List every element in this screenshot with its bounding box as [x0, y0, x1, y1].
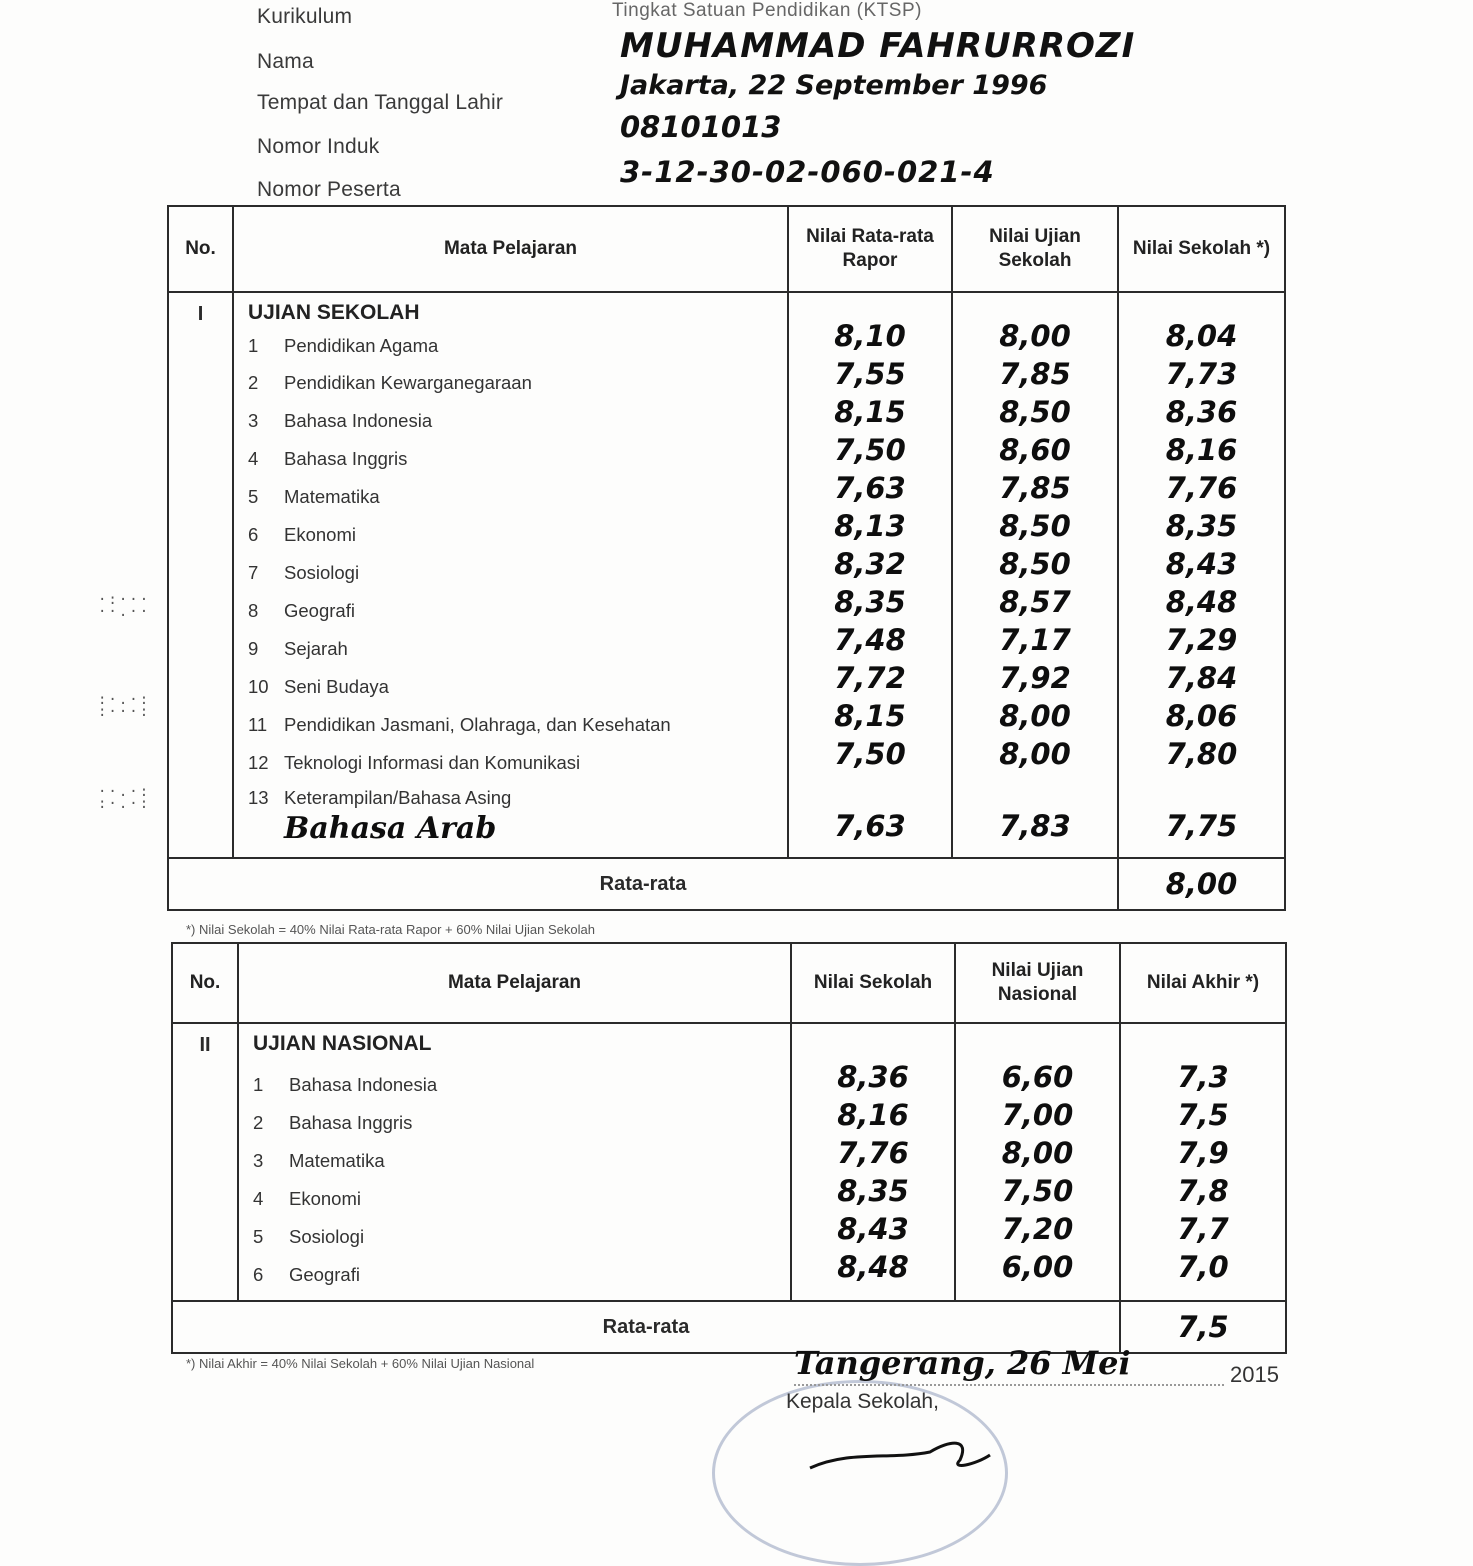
report-avg-score: 8,15: [834, 395, 906, 429]
school-exam-score: 7,85: [999, 471, 1071, 505]
final-score: 7,5: [1177, 1098, 1229, 1132]
school-score: 7,80: [1165, 737, 1238, 771]
name-value: MUHAMMAD FAHRURROZI: [620, 26, 1136, 66]
subject-name: Pendidikan Jasmani, Olahraga, dan Kesehatan: [284, 714, 671, 735]
final-score-column: [1120, 1023, 1286, 1301]
school-score: 8,36: [1165, 395, 1238, 429]
subject-name: Keterampilan/Bahasa Asing: [284, 787, 512, 808]
school-score: 7,29: [1165, 623, 1238, 657]
subject-number: 1: [248, 334, 259, 356]
principal-title: Kepala Sekolah,: [786, 1390, 939, 1413]
subject-row: [234, 364, 787, 402]
subject-number: 3: [253, 1150, 264, 1171]
subject-row: [239, 1256, 790, 1294]
national-exam-score: 8,00: [1001, 1136, 1074, 1170]
subject-row: [234, 782, 787, 814]
subject-name: Bahasa Indonesia: [289, 1074, 438, 1095]
school-exam-score: 8,00: [999, 737, 1071, 771]
school-exam-score: 7,85: [999, 357, 1071, 391]
school-score: 8,06: [1165, 699, 1238, 733]
subject-number: 4: [248, 448, 259, 469]
final-score: 7,7: [1177, 1212, 1229, 1246]
school-exam-table: [167, 205, 1286, 911]
subject-name: Matematika: [289, 1150, 385, 1171]
subject-name: Teknologi Informasi dan Komunikasi: [284, 752, 581, 773]
col-header-subject: Mata Pelajaran: [233, 206, 788, 292]
subject-name: Bahasa Indonesia: [284, 410, 433, 431]
margin-dot-marks: :·.·: :···:: [98, 692, 151, 720]
school-score: 8,48: [837, 1250, 909, 1284]
final-score: 7,3: [1177, 1060, 1229, 1094]
peserta-label: Nomor Peserta: [257, 178, 401, 201]
national-exam-score: 6,00: [1001, 1250, 1074, 1284]
subject-name: Geografi: [289, 1264, 360, 1285]
col-header-no: No.: [172, 943, 238, 1023]
induk-value: 08101013: [620, 110, 782, 144]
report-avg-score: 8,32: [834, 547, 906, 581]
margin-dot-marks: ·:··· ··.··: [98, 592, 151, 620]
subject-number: 7: [248, 562, 259, 583]
subject-name: Ekonomi: [284, 524, 356, 545]
average-label: Rata-rata: [168, 858, 1118, 910]
subject-row: [234, 668, 787, 706]
subject-name: Geografi: [284, 600, 355, 621]
col-header-report-avg: Nilai Rata-rata Rapor: [788, 206, 952, 292]
national-exam-column: [955, 1023, 1120, 1301]
report-avg-score: 7,63: [834, 471, 906, 505]
col-header-subject: Mata Pelajaran: [238, 943, 791, 1023]
section-title: UJIAN NASIONAL: [253, 1032, 432, 1055]
school-exam-score: 7,83: [999, 809, 1071, 843]
subject-number: 5: [248, 486, 259, 507]
report-avg-score: 8,15: [834, 699, 906, 733]
national-exam-score: 7,20: [1001, 1212, 1074, 1246]
col-header-no: No.: [168, 206, 233, 292]
school-exam-score: 8,00: [999, 319, 1071, 353]
subject-name: Sejarah: [284, 638, 348, 659]
school-score: 8,16: [1165, 433, 1238, 467]
report-avg-score: 8,13: [834, 509, 906, 543]
subject-name: Matematika: [284, 486, 380, 507]
subject-name: Pendidikan Kewarganegaraan: [284, 372, 532, 393]
report-avg-score: 7,72: [834, 661, 906, 695]
section-number: I: [168, 292, 233, 858]
school-score: 8,48: [1165, 585, 1238, 619]
average-label: Rata-rata: [172, 1301, 1120, 1353]
subject-row: [234, 440, 787, 478]
school-score: 8,36: [837, 1060, 909, 1094]
school-exam-score: 8,00: [999, 699, 1071, 733]
footnote-final-score: *) Nilai Akhir = 40% Nilai Sekolah + 60% Nilai Ujian Nasional: [186, 1356, 535, 1371]
subject-number: 6: [253, 1264, 264, 1285]
curriculum-label: Kurikulum: [257, 5, 353, 28]
report-avg-score: 7,50: [834, 433, 906, 467]
signature-scribble: [800, 1430, 1000, 1473]
school-exam-score: 8,50: [999, 547, 1071, 581]
school-score: 8,43: [1165, 547, 1238, 581]
school-score: 7,84: [1165, 661, 1238, 695]
school-score: 7,75: [1165, 809, 1238, 843]
subject-row: [234, 402, 787, 440]
national-exam-score: 7,50: [1001, 1174, 1074, 1208]
school-score: 7,73: [1165, 357, 1238, 391]
school-exam-score: 8,60: [999, 433, 1071, 467]
school-score-column: [791, 1023, 955, 1301]
col-header-school-exam: Nilai Ujian Sekolah: [952, 206, 1118, 292]
subject-number: 13: [248, 787, 269, 808]
subject-row: [234, 554, 787, 592]
subject-row: [234, 630, 787, 668]
report-avg-score: 8,10: [834, 319, 906, 353]
footnote-school-score: *) Nilai Sekolah = 40% Nilai Rata-rata Rapor + 60% Nilai Ujian Sekolah: [186, 922, 595, 937]
school-score: 8,35: [1165, 509, 1238, 543]
report-avg-score: 7,50: [834, 737, 906, 771]
subject-name: Seni Budaya: [284, 676, 389, 697]
subject-rows: [234, 327, 787, 850]
subject-row: [234, 706, 787, 744]
birth-label: Tempat dan Tanggal Lahir: [257, 91, 504, 114]
national-exam-table: [171, 942, 1287, 1354]
school-exam-score: 8,50: [999, 509, 1071, 543]
subject-row: [239, 1142, 790, 1180]
subject-row: [239, 1066, 790, 1104]
subject-number: 9: [248, 638, 259, 659]
subject-number: 5: [253, 1226, 264, 1247]
school-score: 8,35: [837, 1174, 909, 1208]
school-exam-score: 8,50: [999, 395, 1071, 429]
school-exam-score: 8,57: [999, 585, 1071, 619]
subject-number: 2: [253, 1112, 264, 1133]
curriculum-value: Tingkat Satuan Pendidikan (KTSP): [612, 0, 922, 21]
birth-value: Jakarta, 22 September 1996: [620, 70, 1048, 101]
col-header-school-score: Nilai Sekolah: [791, 943, 955, 1023]
subject-number: 12: [248, 752, 269, 773]
report-avg-column: [788, 292, 952, 858]
peserta-value: 3-12-30-02-060-021-4: [620, 155, 995, 189]
school-exam-column: [952, 292, 1118, 858]
final-score: 7,0: [1177, 1250, 1229, 1284]
section-title: UJIAN SEKOLAH: [248, 301, 420, 324]
subject-row: [234, 744, 787, 782]
name-label: Nama: [257, 50, 314, 73]
subject-number: 3: [248, 410, 259, 431]
place-date: Tangerang, 26 Mei: [794, 1344, 1224, 1386]
subject-row: [239, 1218, 790, 1256]
foreign-language-handwritten: Bahasa Arab: [284, 811, 497, 846]
final-score: 7,9: [1177, 1136, 1229, 1170]
subject-row: [239, 1180, 790, 1218]
subject-name: Bahasa Inggris: [284, 448, 408, 469]
average-score: 7,5: [1120, 1301, 1286, 1353]
col-header-national-exam: Nilai Ujian Nasional: [955, 943, 1120, 1023]
margin-dot-marks: ··.·: :·.·:: [98, 784, 151, 812]
col-header-school-score: Nilai Sekolah *): [1118, 206, 1285, 292]
school-score: 7,76: [837, 1136, 909, 1170]
signature-year: 2015: [1230, 1362, 1279, 1387]
col-header-final-score: Nilai Akhir *): [1120, 943, 1286, 1023]
national-exam-score: 6,60: [1001, 1060, 1074, 1094]
subject-row: [234, 478, 787, 516]
report-avg-score: 8,35: [834, 585, 906, 619]
induk-label: Nomor Induk: [257, 135, 380, 158]
subject-name: Bahasa Inggris: [289, 1112, 413, 1133]
school-exam-score: 7,17: [999, 623, 1071, 657]
school-exam-score: 7,92: [999, 661, 1071, 695]
subject-rows: [239, 1066, 790, 1294]
final-score: 7,8: [1177, 1174, 1229, 1208]
school-score-column: [1118, 292, 1285, 858]
subject-name: Ekonomi: [289, 1188, 361, 1209]
subject-number: 6: [248, 524, 259, 545]
subject-list: [233, 292, 788, 858]
subject-list: [238, 1023, 791, 1301]
report-avg-score: 7,48: [834, 623, 906, 657]
school-score: 8,04: [1165, 319, 1238, 353]
subject-number: 10: [248, 676, 269, 697]
report-avg-score: 7,63: [834, 809, 906, 843]
school-score: 7,76: [1165, 471, 1238, 505]
subject-number: 1: [253, 1074, 264, 1095]
school-score: 8,43: [837, 1212, 909, 1246]
subject-name: Sosiologi: [289, 1226, 365, 1247]
subject-row: [239, 1104, 790, 1142]
subject-number: 8: [248, 600, 259, 621]
report-avg-score: 7,55: [834, 357, 906, 391]
section-number: II: [172, 1023, 238, 1301]
subject-row: [234, 516, 787, 554]
subject-row: [234, 327, 787, 364]
school-score: 8,16: [837, 1098, 909, 1132]
national-exam-score: 7,00: [1001, 1098, 1074, 1132]
subject-number: 11: [248, 714, 268, 735]
subject-name: Sosiologi: [284, 562, 360, 583]
average-score: 8,00: [1118, 858, 1285, 910]
subject-number: 2: [248, 372, 259, 393]
subject-name: Pendidikan Agama: [284, 334, 439, 356]
subject-number: 4: [253, 1188, 264, 1209]
subject-row: [234, 592, 787, 630]
